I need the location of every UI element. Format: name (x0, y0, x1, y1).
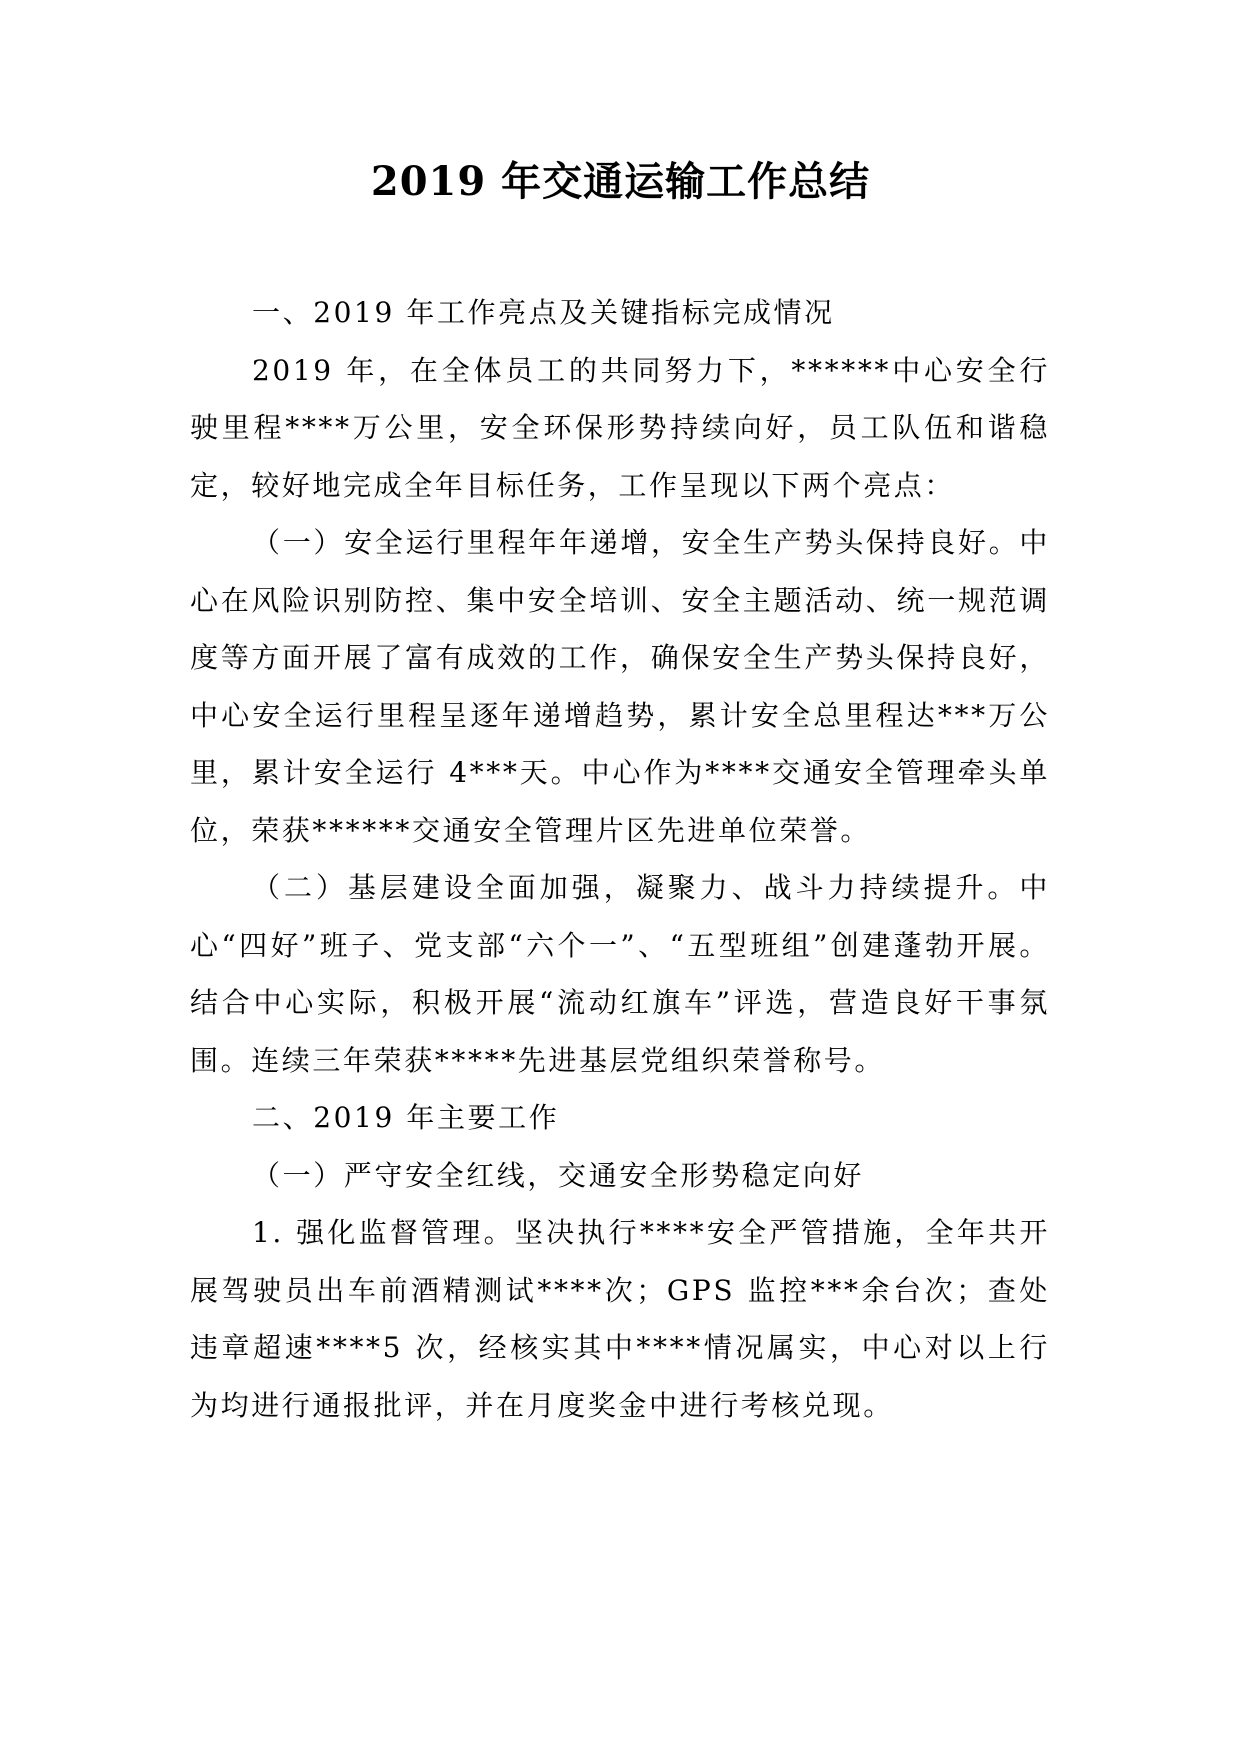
subsection-heading-1: （一）严守安全红线，交通安全形势稳定向好 (252, 1158, 865, 1192)
section-heading-1: 一、2019 年工作亮点及关键指标完成情况 (252, 296, 835, 329)
document-body (190, 284, 1050, 1434)
paragraph-overview: 2019 年，在全体员工的共同努力下，******中心安全行驶里程****万公里，安全环保形势持续向好，员工队伍和谐稳定，较好地完成全年目标任务，工作呈现以下两个亮点： (190, 353, 1050, 502)
paragraph-highlight-1: （一）安全运行里程年年递增，安全生产势头保持良好。中心在风险识别防控、集中安全培训、安全主题活动、统一规范调度等方面开展了富有成效的工作，确保安全生产势头保持良好，中心安全运行里程呈逐年递增趋势，累计安全总里程达***万公里，累计安全运行 4***天。中心作为****交通安全管理牵头单位，荣获******交通安全管理片区先进单位荣誉。 (190, 526, 1050, 847)
paragraph-highlight-2: （二）基层建设全面加强，凝聚力、战斗力持续提升。中心“四好”班子、党支部“六个一”、“五型班组”创建蓬勃开展。结合中心实际，积极开展“流动红旗车”评选，营造良好干事氛围。连续三年荣获*****先进基层党组织荣誉称号。 (190, 871, 1050, 1077)
section-heading-2: 二、2019 年主要工作 (252, 1101, 560, 1134)
paragraph-item-1: 1. 强化监督管理。坚决执行****安全严管措施，全年共开展驾驶员出车前酒精测试****次；GPS 监控***余台次；查处违章超速****5 次，经核实其中****情况属实，中心对以上行为均进行通报批评，并在月度奖金中进行考核兑现。 (190, 1216, 1050, 1422)
document-title: 2019 年交通运输工作总结 (370, 158, 871, 205)
